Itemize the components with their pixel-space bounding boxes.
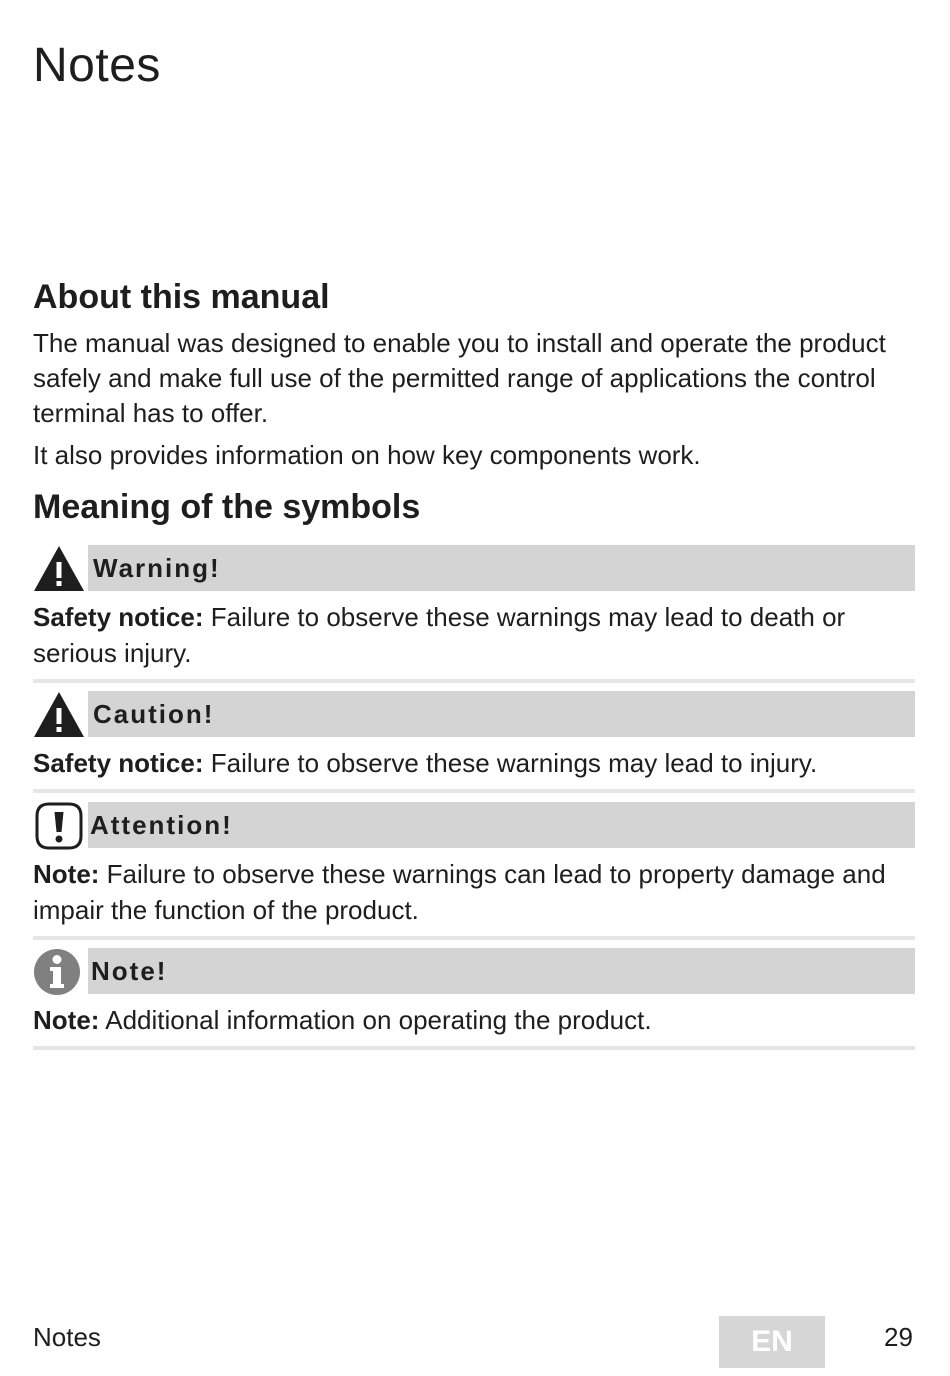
notice-note bbox=[33, 948, 915, 1050]
notice-caution-label: Caution! bbox=[93, 699, 215, 729]
notice-note-prefix: Note: bbox=[33, 1005, 100, 1035]
notice-caution-body: Failure to observe these warnings may lead to injury. bbox=[203, 748, 818, 778]
notice-caution-prefix: Safety notice: bbox=[33, 748, 204, 778]
language-badge: EN bbox=[719, 1316, 825, 1368]
symbols-heading: Meaning of the symbols bbox=[33, 488, 421, 526]
notice-note-text bbox=[33, 1002, 915, 1038]
notice-caution bbox=[33, 691, 915, 793]
notice-attention-label: Attention! bbox=[90, 810, 233, 840]
notice-caution-header bbox=[33, 691, 915, 739]
notice-caution-text bbox=[33, 745, 915, 781]
notice-warning-header bbox=[33, 545, 915, 593]
about-heading: About this manual bbox=[33, 278, 330, 316]
divider bbox=[33, 679, 915, 683]
warning-triangle-icon bbox=[33, 545, 85, 593]
notice-attention-prefix: Note: bbox=[33, 859, 100, 889]
notice-note-header bbox=[33, 948, 915, 996]
footer-section-title: Notes bbox=[33, 1322, 101, 1352]
notice-attention bbox=[33, 802, 915, 940]
attention-exclamation-icon bbox=[33, 802, 85, 850]
about-paragraph-1: The manual was designed to enable you to install and operate the product safely and make full use of the permitted range of applications the control terminal has to offer. bbox=[33, 328, 886, 428]
notice-warning-text bbox=[33, 599, 915, 671]
about-paragraph-2: It also provides information on how key components work. bbox=[33, 440, 701, 470]
caution-triangle-icon bbox=[33, 691, 85, 739]
notice-warning bbox=[33, 545, 915, 683]
page-title: Notes bbox=[33, 39, 161, 92]
notice-warning-body: Failure to observe these warnings may lead to death or serious injury. bbox=[33, 602, 846, 668]
notice-attention-body: Failure to observe these warnings can lead to property damage and impair the function of the product. bbox=[33, 859, 886, 925]
notice-attention-header bbox=[33, 802, 915, 850]
notice-note-bar bbox=[88, 948, 915, 994]
divider bbox=[33, 789, 915, 793]
notice-note-label: Note! bbox=[91, 956, 168, 986]
divider bbox=[33, 1046, 915, 1050]
notice-attention-text bbox=[33, 856, 915, 928]
notice-note-body: Additional information on operating the product. bbox=[99, 1005, 652, 1035]
info-icon bbox=[33, 948, 85, 996]
page-number: 29 bbox=[884, 1322, 913, 1352]
notice-warning-label: Warning! bbox=[93, 553, 221, 583]
divider bbox=[33, 936, 915, 940]
notice-warning-prefix: Safety notice: bbox=[33, 602, 204, 632]
